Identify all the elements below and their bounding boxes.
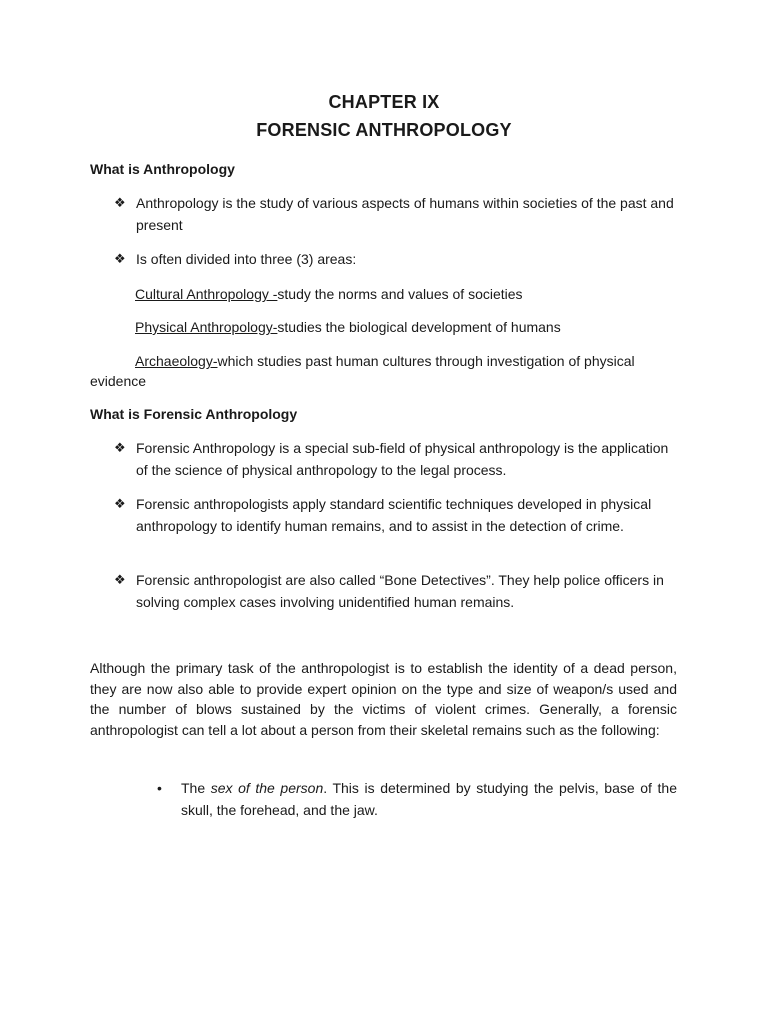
diamond-bullet-icon: ❖ [114,195,126,210]
diamond-bullet-icon: ❖ [114,440,126,455]
body-paragraph: Although the primary task of the anthropologist is to establish the identity of a dead person, they are now also able to provide expert opinion on the type and size of weapon/s used and the number of blows sustained by the victims of violent crimes. Generally, a forensic anthropologist can tell a lot about a person from their skeletal remains such as the following: [90,660,677,738]
section-heading-forensic-anthropology: What is Forensic Anthropology [90,406,298,422]
area-cultural [135,284,523,304]
chapter-number: CHAPTER IX [328,92,440,112]
area-desc: studies the biological development of humans [277,319,561,335]
list-item [114,569,674,613]
section-heading-anthropology: What is Anthropology [90,161,235,177]
list-item-text [181,777,677,821]
list-item-text: Forensic Anthropology is a special sub-field of physical anthropology is the application of the science of physical anthropology to the legal process. [136,440,669,478]
list-item-text: Is often divided into three (3) areas: [136,251,357,267]
list-item [114,493,674,559]
list-item-emphasis: sex of the person [210,780,324,796]
area-term: Archaeology- [135,353,218,369]
area-physical [135,317,561,337]
diamond-bullet-icon: ❖ [114,496,126,511]
list-item [114,192,674,236]
list-item-rest: . This is determined by studying the pelvis, base of the skull, the forehead, and the jaw. [181,780,677,818]
list-item [157,777,677,821]
area-desc: study the norms and values of societies [277,286,523,302]
area-term: Cultural Anthropology - [135,286,278,302]
list-item-text: Anthropology is the study of various aspects of humans within societies of the past and present [136,195,674,233]
chapter-title: FORENSIC ANTHROPOLOGY [256,120,512,140]
list-item-lead: The [181,780,211,796]
area-desc: which studies past human cultures through investigation of physical evidence [90,353,635,389]
area-term: Physical Anthropology- [135,319,278,335]
area-archaeology [90,351,680,391]
list-item [114,437,674,481]
list-item [114,248,674,270]
diamond-bullet-icon: ❖ [114,572,126,587]
list-item-text: Forensic anthropologist are also called “Bone Detectives”. They help police officers in solving complex cases involving unidentified human remains. [136,572,664,610]
diamond-bullet-icon: ❖ [114,251,126,266]
dot-bullet-icon: • [157,780,162,796]
list-item-text: Forensic anthropologists apply standard scientific techniques developed in physical anthropology to identify human remains, and to assist in the detection of crime. [136,496,652,534]
